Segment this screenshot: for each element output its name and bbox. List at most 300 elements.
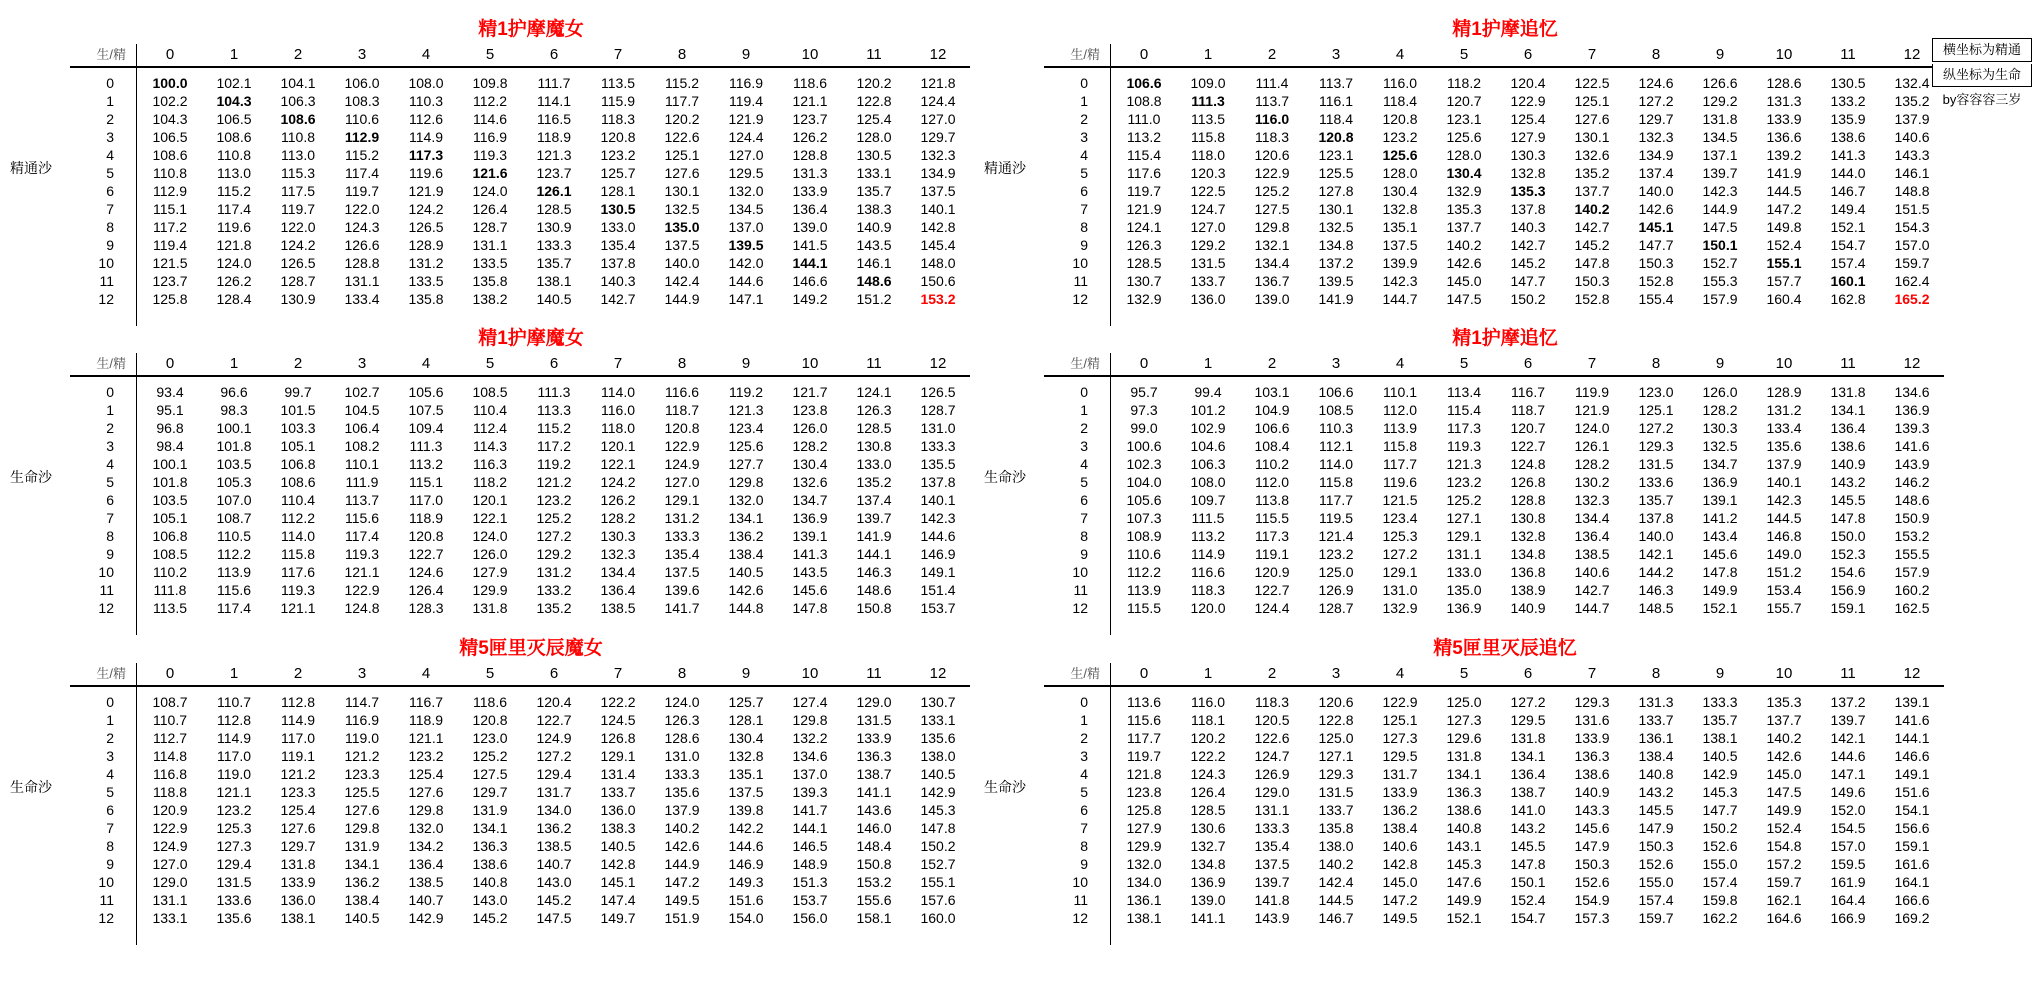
table-cell: 121.2 [536,474,572,490]
table-cell: 124.4 [728,129,764,145]
table-cell: 135.3 [1446,201,1482,217]
table-cell: 133.7 [1190,273,1226,289]
table-cell: 124.0 [664,694,700,710]
table-cell: 119.7 [345,183,379,199]
table-cell: 142.8 [1382,856,1418,872]
table-cell: 131.3 [1638,694,1674,710]
table-cell: 150.2 [1510,291,1546,307]
table-row [70,419,970,437]
table-cell: 145.5 [1510,838,1546,854]
table-cell: 128.1 [728,712,764,728]
table-cell: 135.8 [408,291,444,307]
table-cell: 113.9 [1383,420,1417,436]
table-cell: 112.8 [281,694,315,710]
table-cell: 160.2 [1894,582,1930,598]
table-cell: 125.3 [1382,528,1418,544]
table-cell: 108.9 [1126,528,1162,544]
table-cell: 143.2 [1638,784,1674,800]
table-cell: 120.8 [1318,129,1354,145]
table-cell: 137.8 [920,474,956,490]
table-row [1044,693,1944,711]
table-cell: 117.0 [409,492,443,508]
table-cell: 103.5 [152,492,188,508]
table-cell: 134.7 [792,492,828,508]
table-cell: 140.2 [1318,856,1354,872]
table-cell: 130.1 [1318,201,1354,217]
table-cell: 135.7 [1638,492,1674,508]
table-cell: 142.6 [1638,201,1674,217]
table-cell: 140.2 [664,820,700,836]
table-cell: 106.8 [152,528,188,544]
corner-label: 生/精 [1070,356,1100,371]
table-cell: 115.8 [1191,129,1225,145]
table-cell: 122.0 [280,219,316,235]
table-cell: 146.3 [856,564,892,580]
table-cell: 117.0 [281,730,315,746]
table-cell: 145.2 [1574,237,1610,253]
table-cell: 123.2 [216,802,252,818]
table-cell: 134.4 [1574,510,1610,526]
row-header: 2 [1080,111,1088,127]
table-cell: 153.2 [920,291,956,307]
table-cell: 116.9 [473,129,507,145]
row-header: 12 [1072,291,1088,307]
table-cell: 141.8 [1254,892,1290,908]
table-cell: 145.0 [1382,874,1418,890]
table-cell: 145.1 [1638,219,1674,235]
table-cell: 136.0 [1190,291,1226,307]
table-cell: 153.2 [856,874,892,890]
column-header: 4 [421,46,431,63]
table-cell: 149.5 [1382,910,1418,926]
table-cell: 132.0 [408,820,444,836]
table-cell: 162.8 [1830,291,1866,307]
table-cell: 122.1 [600,456,636,472]
table-row [1044,891,1944,909]
table-cell: 144.6 [728,273,764,289]
table-panel [10,327,970,632]
column-header: 12 [929,355,947,372]
table-cell: 120.4 [536,694,572,710]
table-cell: 121.5 [1382,492,1418,508]
table-cell: 153.7 [792,892,828,908]
table-cell: 140.9 [1574,784,1610,800]
table-cell: 135.2 [536,600,572,616]
table-cell: 122.9 [664,438,700,454]
table-row [1044,837,1944,855]
table-cell: 133.7 [1318,802,1354,818]
table-cell: 128.5 [1190,802,1226,818]
column-header: 8 [1651,46,1661,63]
table-cell: 112.1 [1319,438,1353,454]
table-cell: 126.0 [1702,384,1738,400]
table-cell: 118.6 [793,75,827,91]
row-header: 10 [1072,255,1088,271]
table-cell: 140.3 [1510,219,1546,235]
row-header: 8 [1080,219,1088,235]
table-cell: 136.0 [600,802,636,818]
column-header: 1 [229,665,239,682]
table-cell: 121.5 [152,255,188,271]
table-cell: 137.8 [1638,510,1674,526]
table-cell: 129.2 [1190,237,1226,253]
table-cell: 143.2 [1830,474,1866,490]
table-cell: 140.9 [1830,456,1866,472]
table-cell: 96.6 [220,384,248,400]
table-cell: 138.6 [1830,438,1866,454]
table-cell: 138.7 [1510,784,1546,800]
table-cell: 132.9 [1126,291,1162,307]
table-cell: 133.2 [536,582,572,598]
table-title: 精1护摩追忆 [1452,328,1558,349]
table-cell: 115.8 [281,546,315,562]
table-cell: 136.2 [728,528,764,544]
table-cell: 126.4 [1190,784,1226,800]
table-cell: 137.5 [920,183,956,199]
table-cell: 121.4 [1318,528,1354,544]
table-cell: 124.2 [280,237,316,253]
table-cell: 159.1 [1894,838,1930,854]
table-cell: 128.9 [408,237,444,253]
table-cell: 118.4 [1383,93,1417,109]
table-cell: 137.5 [728,784,764,800]
table-cell: 118.6 [473,694,507,710]
table-cell: 147.5 [536,910,572,926]
row-header: 1 [106,712,114,728]
row-header: 3 [106,129,114,145]
table-cell: 103.3 [280,420,316,436]
table-cell: 134.5 [728,201,764,217]
table-cell: 115.2 [665,75,699,91]
column-header: 6 [549,355,559,372]
table-cell: 134.6 [792,748,828,764]
table-cell: 126.1 [536,183,572,199]
table-row [1044,290,1944,308]
table-cell: 119.3 [1447,438,1481,454]
table-cell: 112.2 [1127,564,1161,580]
table-cell: 140.0 [1638,183,1674,199]
table-cell: 134.1 [728,510,764,526]
table-cell: 128.6 [1766,75,1802,91]
row-header: 9 [106,856,114,872]
table-cell: 133.7 [600,784,636,800]
table-cell: 128.2 [1574,456,1610,472]
table-cell: 135.7 [536,255,572,271]
table-cell: 145.5 [1638,802,1674,818]
table-cell: 122.0 [344,201,380,217]
table-cell: 123.2 [600,147,636,163]
table-cell: 119.6 [409,165,443,181]
row-header: 1 [1080,402,1088,418]
table-cell: 105.6 [408,384,444,400]
table-cell: 139.7 [1702,165,1738,181]
table-cell: 135.4 [1254,838,1290,854]
table-cell: 157.2 [1766,856,1802,872]
table-cell: 160.4 [1766,291,1802,307]
table-cell: 138.6 [1446,802,1482,818]
table-cell: 119.1 [281,748,315,764]
table-cell: 110.7 [217,694,251,710]
table-cell: 144.7 [1382,291,1418,307]
table-cell: 114.0 [601,384,635,400]
table-cell: 119.2 [729,384,763,400]
table-cell: 150.9 [1894,510,1930,526]
corner-label: 生/精 [96,47,126,62]
table-cell: 127.0 [664,474,700,490]
table-cell: 95.1 [156,402,184,418]
table-cell: 136.9 [1702,474,1738,490]
table-cell: 130.6 [1190,820,1226,836]
table-cell: 115.4 [1447,402,1481,418]
row-header: 5 [106,784,114,800]
column-header: 12 [1903,46,1921,63]
table-cell: 122.6 [664,129,700,145]
table-cell: 137.9 [664,802,700,818]
table-cell: 141.6 [1894,438,1930,454]
table-cell: 125.4 [856,111,892,127]
table-cell: 120.6 [1254,147,1290,163]
table-cell: 102.7 [344,384,380,400]
table-row [70,218,970,236]
row-header: 0 [106,694,114,710]
table-row [70,909,970,927]
table-cell: 147.9 [1574,838,1610,854]
table-cell: 159.5 [1830,856,1866,872]
table-cell: 123.1 [1446,111,1482,127]
table-cell: 132.0 [728,183,764,199]
table-cell: 140.9 [856,219,892,235]
column-header: 6 [1523,665,1533,682]
table-cell: 117.0 [217,748,251,764]
table-cell: 136.6 [1766,129,1802,145]
table-cell: 115.6 [345,510,379,526]
table-cell: 124.3 [1190,766,1226,782]
table-cell: 127.9 [1126,820,1162,836]
table-cell: 115.9 [601,93,635,109]
table-cell: 127.2 [1510,694,1546,710]
table-cell: 140.9 [1510,600,1546,616]
table-cell: 139.7 [1254,874,1290,890]
table-cell: 100.1 [152,456,188,472]
table-row [1044,383,1944,401]
table-cell: 133.1 [152,910,188,926]
row-header: 2 [106,730,114,746]
table-cell: 98.3 [220,402,248,418]
table-cell: 115.2 [217,183,251,199]
table-cell: 126.0 [472,546,508,562]
table-cell: 132.9 [1446,183,1482,199]
row-header: 11 [1073,273,1088,289]
column-header: 11 [1840,665,1856,682]
table-cell: 134.8 [1190,856,1226,872]
table-cell: 126.3 [664,712,700,728]
row-header: 2 [106,420,114,436]
table-cell: 135.0 [664,219,700,235]
table-cell: 110.8 [153,165,187,181]
table-cell: 152.0 [1830,802,1866,818]
table-cell: 129.5 [728,165,764,181]
table-cell: 120.6 [1318,694,1354,710]
column-header: 6 [1523,355,1533,372]
table-cell: 131.2 [1766,402,1802,418]
table-cell: 118.3 [1191,582,1225,598]
table-cell: 132.2 [792,730,828,746]
table-cell: 118.7 [665,402,699,418]
table-cell: 138.3 [856,201,892,217]
table-cell: 147.2 [664,874,700,890]
table-cell: 127.6 [408,784,444,800]
table-cell: 122.7 [408,546,444,562]
table-row [70,801,970,819]
table-cell: 123.2 [408,748,444,764]
table-row [70,74,970,92]
table-cell: 136.0 [280,892,316,908]
table-cell: 111.3 [537,384,571,400]
row-group-label: 生命沙 [10,469,52,485]
table-cell: 140.8 [1446,820,1482,836]
table-cell: 133.1 [856,165,892,181]
table-cell: 140.1 [920,201,956,217]
table-cell: 120.5 [1254,712,1290,728]
table-cell: 142.2 [728,820,764,836]
table-cell: 108.6 [216,129,252,145]
table-cell: 162.5 [1894,600,1930,616]
table-cell: 129.7 [472,784,508,800]
table-cell: 119.6 [1383,474,1417,490]
table-cell: 131.8 [1510,730,1546,746]
table-cell: 142.7 [1510,237,1546,253]
table-cell: 130.3 [1510,147,1546,163]
table-cell: 135.6 [664,784,700,800]
table-row [1044,164,1944,182]
row-header: 8 [106,528,114,544]
table-cell: 121.6 [472,165,508,181]
table-cell: 152.7 [920,856,956,872]
table-cell: 146.9 [920,546,956,562]
table-cell: 143.1 [1446,838,1482,854]
table-cell: 137.5 [1382,237,1418,253]
table-cell: 117.7 [665,93,699,109]
table-cell: 140.5 [1702,748,1738,764]
table-row [70,128,970,146]
row-header: 1 [1080,712,1088,728]
table-cell: 140.5 [728,564,764,580]
table-cell: 164.1 [1894,874,1930,890]
row-header: 12 [1072,600,1088,616]
table-cell: 116.9 [345,712,379,728]
row-header: 6 [1080,802,1088,818]
table-cell: 141.9 [1318,291,1354,307]
table-cell: 141.5 [792,237,828,253]
table-cell: 147.5 [1446,291,1482,307]
table-cell: 121.3 [1446,456,1482,472]
table-cell: 128.5 [536,201,572,217]
column-header: 9 [741,665,751,682]
table-cell: 125.8 [152,291,188,307]
table-cell: 129.6 [1446,730,1482,746]
table-cell: 104.0 [1126,474,1162,490]
table-cell: 122.7 [1254,582,1290,598]
table-cell: 139.3 [792,784,828,800]
table-cell: 122.2 [1190,748,1226,764]
table-cell: 142.1 [1638,546,1674,562]
table-cell: 160.0 [920,910,956,926]
row-header: 9 [1080,856,1088,872]
table-cell: 126.8 [1510,474,1546,490]
table-cell: 157.3 [1574,910,1610,926]
table-cell: 105.6 [1126,492,1162,508]
table-cell: 154.8 [1766,838,1802,854]
table-cell: 140.5 [344,910,380,926]
table-cell: 134.0 [1126,874,1162,890]
table-cell: 113.9 [1127,582,1161,598]
table-cell: 121.1 [792,93,828,109]
column-header: 3 [357,665,367,682]
table-cell: 129.1 [1382,564,1418,580]
table-cell: 129.7 [1638,111,1674,127]
row-header: 12 [98,291,114,307]
table-cell: 132.5 [1318,219,1354,235]
table-cell: 135.2 [1574,165,1610,181]
table-cell: 144.2 [1638,564,1674,580]
table-cell: 123.7 [536,165,572,181]
row-header: 0 [1080,75,1088,91]
table-cell: 127.5 [1254,201,1290,217]
table-cell: 122.9 [1382,694,1418,710]
table-cell: 120.7 [1510,420,1546,436]
table-cell: 128.8 [792,147,828,163]
table-cell: 133.9 [1382,784,1418,800]
table-cell: 106.0 [344,75,380,91]
table-cell: 133.7 [1638,712,1674,728]
table-cell: 140.5 [920,766,956,782]
column-header: 12 [929,665,947,682]
table-cell: 108.5 [1318,402,1354,418]
table-cell: 143.6 [856,802,892,818]
table-cell: 137.7 [1574,183,1610,199]
table-cell: 99.7 [284,384,312,400]
table-cell: 145.6 [1702,546,1738,562]
table-cell: 122.5 [1574,75,1610,91]
table-cell: 117.6 [1127,165,1161,181]
table-cell: 108.6 [280,474,316,490]
table-cell: 114.0 [281,528,315,544]
table-cell: 124.9 [152,838,188,854]
table-cell: 129.8 [344,820,380,836]
table-cell: 147.7 [1638,237,1674,253]
table-cell: 128.2 [1702,402,1738,418]
table-cell: 152.1 [1702,600,1738,616]
table-cell: 130.4 [1446,165,1482,181]
table-cell: 138.6 [1574,766,1610,782]
table-cell: 130.9 [536,219,572,235]
table-cell: 142.6 [664,838,700,854]
table-cell: 137.2 [1830,694,1866,710]
table-cell: 118.9 [409,510,443,526]
table-row [1044,765,1944,783]
table-cell: 127.6 [344,802,380,818]
table-cell: 142.6 [1446,255,1482,271]
table-cell: 137.0 [792,766,828,782]
table-cell: 134.4 [1254,255,1290,271]
table-cell: 133.3 [664,766,700,782]
table-cell: 139.1 [1894,694,1930,710]
table-row [1044,509,1944,527]
table-cell: 106.5 [216,111,252,127]
table-cell: 138.0 [920,748,956,764]
table-cell: 118.3 [1255,694,1289,710]
table-cell: 150.8 [856,856,892,872]
